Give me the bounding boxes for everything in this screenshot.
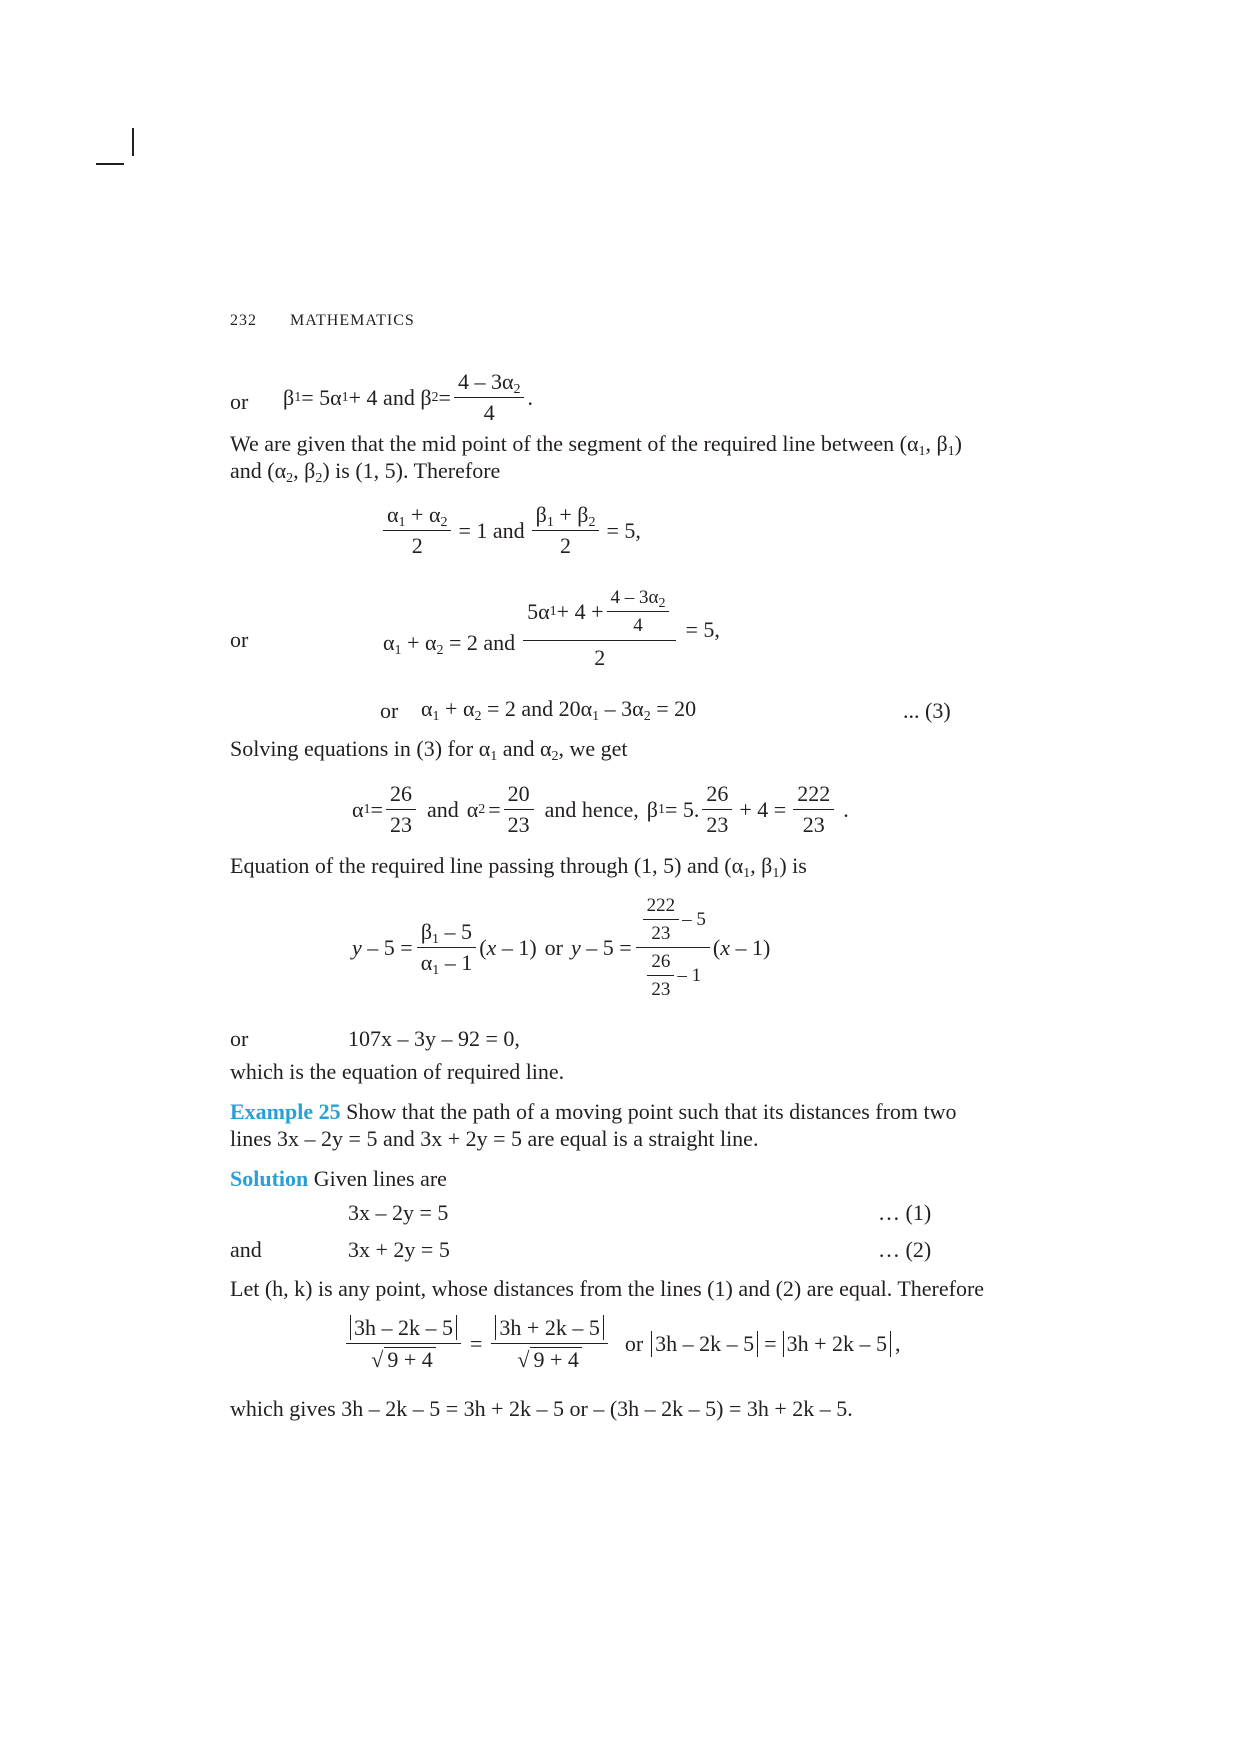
- equation-solution-values: α 1 = $\frac{26}{23}$ and α 2 = $\frac{20}{23}$ and hence, β 1 = 5. $\frac{26}{23}$ + 4 = $\frac{222}{23}$ .: [352, 781, 849, 837]
- equation-beta-relations: β 1 = 5α 1 + 4 and β 2 = $\frac{4 - 3\alpha_2}{4}$ .: [283, 369, 533, 425]
- equation-line-through-points: y – 5 = $\frac{\beta_1 - 5}{\alpha_1 - 1}$ (x – 1) or y – 5 = $\frac{222}{23}$ – 5 $\frac{26}{23}$ – 1 (x – 1): [352, 895, 771, 1000]
- example-25-label: Example 25: [230, 1099, 341, 1124]
- equation-final-line: 107x – 3y – 92 = 0,: [348, 1026, 520, 1051]
- paragraph-midpoint-line-a: We are given that the mid point of the segment of the required line between ($\alpha_1$, $\beta_1$): [230, 431, 962, 459]
- equation-label-1: … (1): [878, 1200, 932, 1225]
- conclusion-text: which is the equation of required line.: [230, 1059, 565, 1084]
- equation-system-3: $\alpha_1 + \alpha_2 = 2$ and $20\alpha_1 - 3\alpha_2 = 20$: [421, 696, 697, 724]
- or-label-4: or: [230, 1026, 249, 1051]
- equation-label-2: … (2): [878, 1237, 932, 1262]
- equation-sum-and-compound-fraction: $\alpha_1 + \alpha_2 = 2$ and 5α 1 + 4 + $\frac{4 - 3\alpha_2}{4}$ 2 = 5,: [383, 587, 720, 670]
- gives-text: which gives 3h – 2k – 5 = 3h + 2k – 5 or – (3h – 2k – 5) = 3h + 2k – 5.: [230, 1396, 853, 1421]
- example-25-line-b: lines 3x – 2y = 5 and 3x + 2y = 5 are equal is a straight line.: [230, 1126, 759, 1151]
- page-number: 232: [230, 312, 257, 329]
- paragraph-midpoint-line-b: and ($\alpha_2$, $\beta_2$) is (1, 5). Therefore: [230, 458, 501, 486]
- or-label-2: or: [230, 627, 249, 652]
- given-line-1: 3x – 2y = 5: [348, 1200, 449, 1225]
- let-point-text: Let (h, k) is any point, whose distances from the lines (1) and (2) are equal. Therefore: [230, 1276, 985, 1301]
- or-label-3: or: [380, 698, 399, 723]
- given-line-2: 3x + 2y = 5: [348, 1237, 450, 1262]
- solution-intro: Solution Given lines are: [230, 1166, 447, 1191]
- paragraph-line-intro: Equation of the required line passing through (1, 5) and ($\alpha_1$, $\beta_1$) is: [230, 853, 807, 881]
- running-header-title: MATHEMATICS: [290, 312, 415, 329]
- crop-mark-vertical: [132, 128, 134, 156]
- equation-label-3: ... (3): [903, 698, 951, 723]
- crop-mark-horizontal: [96, 163, 124, 165]
- paragraph-solving: Solving equations in (3) for $\alpha_1$ and $\alpha_2$, we get: [230, 736, 628, 764]
- equation-midpoint: $\frac{\alpha_1 + \alpha_2}{2}$ = 1 and $\frac{\beta_1 + \beta_2}{2}$ = 5,: [380, 503, 641, 558]
- or-label-1: or: [230, 389, 249, 414]
- equation-equal-distances: $\frac{3h - 2k - 5}{√ 9 + 4}$ = $\frac{3h + 2k - 5}{√ 9 + 4}$ or 3h – 2k – 5 = 3h + 2k – 5 ,: [343, 1316, 901, 1372]
- solution-label: Solution: [230, 1166, 309, 1191]
- and-label: and: [230, 1237, 262, 1262]
- example-25-line-a: Example 25 Show that the path of a moving point such that its distances from two: [230, 1099, 957, 1124]
